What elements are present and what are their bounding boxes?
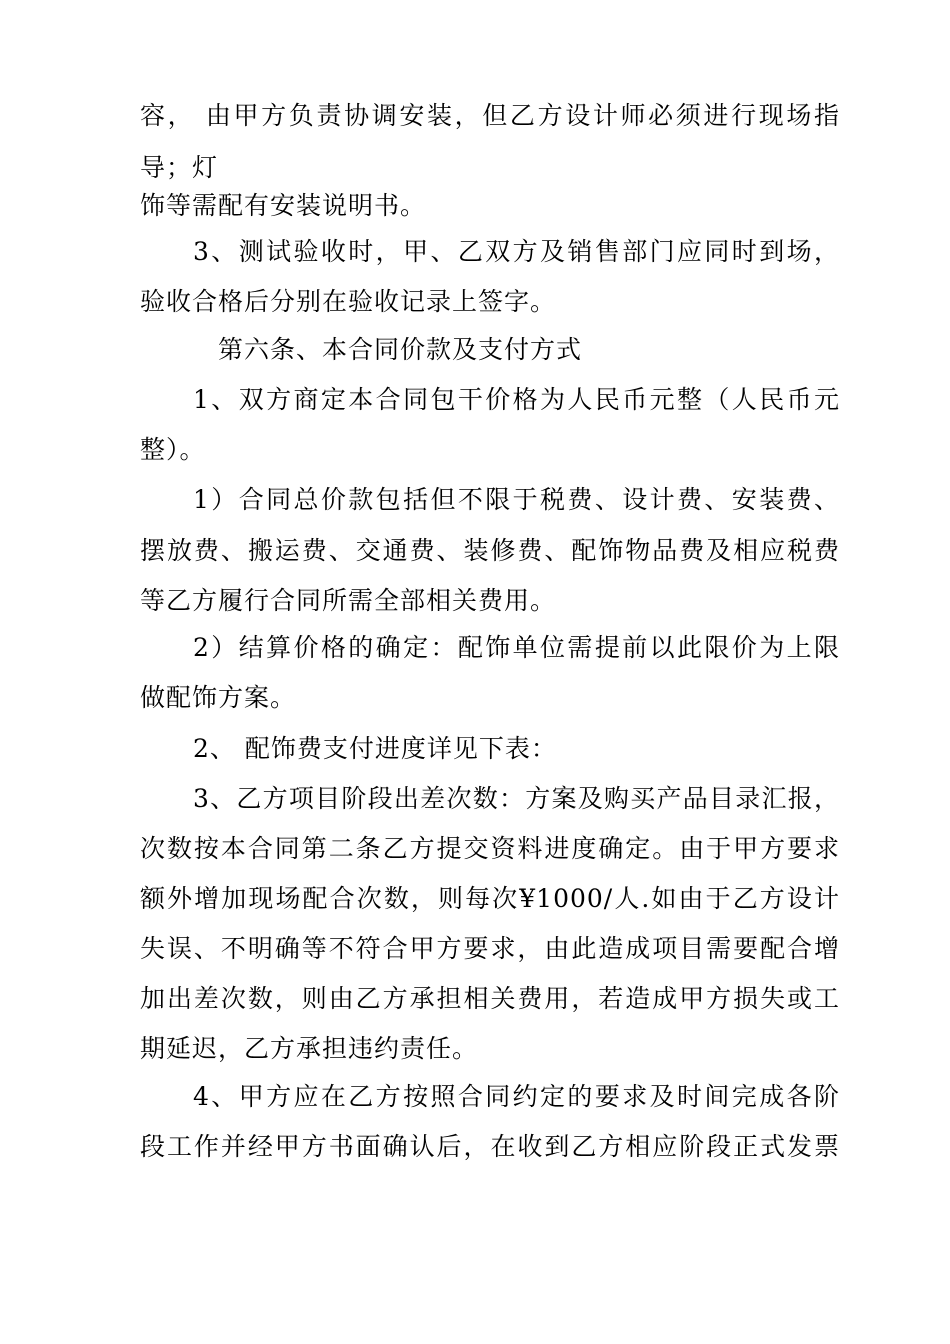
text-line-12: 2）结算价格的确定：配饰单位需提前以此限价为上限 — [193, 633, 840, 662]
text-line-3: 饰等需配有安装说明书。 — [140, 191, 427, 220]
text-line-7: 1、双方商定本合同包干价格为人民币元整（人民币元 — [193, 385, 840, 414]
text-line-8: 整）。 — [140, 435, 206, 464]
text-line-14: 2、 配饰费支付进度详见下表： — [193, 734, 557, 763]
text-line-10: 摆放费、搬运费、交通费、装修费、配饰物品费及相应税费 — [140, 536, 840, 565]
text-line-20: 期延迟，乙方承担违约责任。 — [140, 1034, 479, 1063]
text-line-5: 验收合格后分别在验收记录上签字。 — [140, 287, 557, 316]
section-heading: 第六条、本合同价款及支付方式 — [218, 335, 583, 364]
text-line-21: 4、甲方应在乙方按照合同约定的要求及时间完成各阶 — [193, 1082, 840, 1111]
text-line-1: 容， 由甲方负责协调安装，但乙方设计师必须进行现场指 — [140, 101, 840, 130]
text-line-2: 导；灯 — [140, 153, 219, 182]
text-line-9: 1）合同总价款包括但不限于税费、设计费、安装费、 — [193, 485, 840, 514]
text-line-16: 次数按本合同第二条乙方提交资料进度确定。由于甲方要求 — [140, 834, 840, 863]
text-line-18: 失误、不明确等不符合甲方要求，由此造成项目需要配合增 — [140, 934, 840, 963]
text-line-11: 等乙方履行合同所需全部相关费用。 — [140, 586, 557, 615]
text-line-17: 额外增加现场配合次数，则每次¥1000/人.如由于乙方设计 — [140, 884, 840, 913]
text-line-15: 3、乙方项目阶段出差次数：方案及购买产品目录汇报， — [193, 784, 840, 813]
text-line-13: 做配饰方案。 — [140, 683, 297, 712]
text-line-22: 段工作并经甲方书面确认后，在收到乙方相应阶段正式发票 — [140, 1132, 840, 1161]
text-line-4: 3、测试验收时，甲、乙双方及销售部门应同时到场， — [193, 237, 840, 266]
text-line-19: 加出差次数，则由乙方承担相关费用，若造成甲方损失或工 — [140, 984, 840, 1013]
